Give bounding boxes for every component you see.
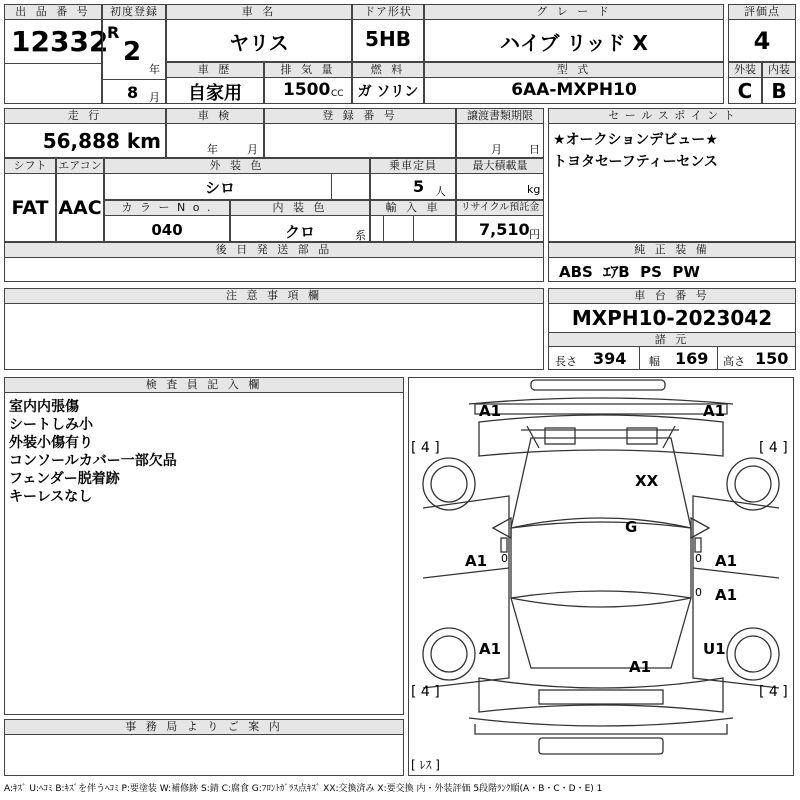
inspector-line-4: コンソールカバー一部欠品	[9, 453, 177, 469]
damage-mark-left-front-door: A1	[465, 552, 488, 570]
door-label: ドア形状	[353, 5, 423, 20]
inspection-month-unit: 月	[247, 143, 258, 156]
inspection-box	[166, 108, 264, 158]
damage-mark-right-rear-quarter: U1	[703, 640, 726, 658]
color-value: シロ	[204, 179, 235, 197]
equipment-value: ABS ｴｱB PS PW	[559, 263, 700, 281]
grade-value: ハイブ リッド X	[500, 31, 648, 55]
zero-mark-1: 0	[501, 552, 508, 565]
inspector-box	[4, 377, 404, 715]
fuel-box	[352, 62, 424, 104]
displacement-value: 1500	[283, 80, 331, 100]
damage-legend: A:ｷｽﾞ U:ﾍｺﾐ B:ｷｽﾞを伴うﾍｺﾐ P:要塗装 W:補修跡 S:錆 C:腐食 G:ﾌﾛﾝﾄｶﾞﾗｽ点ｷｽﾞ XX:交換済み X:要交換 内・外装評価 5段階ﾗﾝｸ順(A・B・C・D・E) 1	[4, 784, 603, 794]
displacement-label: 排 気 量	[265, 63, 351, 78]
zero-mark-3: 0	[695, 586, 702, 599]
car-name-box	[166, 4, 352, 62]
capacity-label: 乗車定員	[371, 159, 455, 174]
interior-label: 内装	[763, 63, 795, 78]
chassis-value: MXPH10-2023042	[571, 306, 773, 330]
tire-label-rear-right: [ 4 ]	[759, 684, 788, 700]
int-color-box	[230, 200, 370, 242]
tire-label-front-left: [ 4 ]	[411, 440, 440, 456]
year-unit: 年	[149, 63, 160, 76]
car-outline-drawing	[409, 378, 793, 775]
lot-number: 12332	[11, 25, 109, 58]
equipment-box	[548, 242, 796, 282]
import-label: 輸 入 車	[371, 201, 455, 216]
transfer-label: 譲渡書類期限	[457, 109, 543, 124]
int-color-value: クロ	[284, 223, 315, 241]
recycle-box	[456, 200, 544, 242]
inspector-line-1: 室内内張傷	[9, 399, 79, 415]
sales-point-2: トヨタセーフティーセンス	[553, 154, 718, 170]
shift-label: シフト	[5, 159, 55, 174]
interior-box	[762, 62, 796, 104]
height-value: 150	[755, 349, 789, 368]
int-color-unit: 系	[355, 229, 366, 242]
later-parts-box	[4, 242, 544, 282]
capacity-value: 5	[413, 177, 425, 196]
length-value: 394	[593, 349, 627, 368]
fuel-value: ガ ソリン	[357, 84, 419, 100]
registration-label: 登 録 番 号	[265, 109, 455, 124]
mileage-box	[4, 108, 166, 158]
spare-tire-label: [ ﾚｽ ]	[411, 758, 440, 772]
fuel-label: 燃 料	[353, 63, 423, 78]
month-value: 8	[127, 83, 139, 102]
lot-box	[4, 4, 109, 104]
displacement-unit: CC	[331, 89, 344, 99]
zero-mark-2: 0	[695, 552, 702, 565]
first-reg-label: 初度登録	[103, 5, 165, 20]
damage-mark-left-rear-quarter: A1	[479, 640, 502, 658]
history-value: 自家用	[188, 83, 242, 104]
car-damage-diagram	[408, 377, 794, 776]
inspector-line-2: シートしみ小	[9, 417, 93, 433]
lot-label: 出 品 番 号	[5, 5, 101, 20]
transfer-month-unit: 月	[491, 143, 502, 156]
aircon-value: AAC	[58, 197, 102, 219]
inspector-label: 検 査 員 記 入 欄	[5, 378, 403, 393]
exterior-label: 外装	[729, 63, 761, 78]
transfer-day-unit: 日	[529, 143, 540, 156]
aircon-label: エアコン	[58, 159, 102, 172]
load-label: 最大積載量	[457, 159, 543, 174]
damage-mark-front-left: A1	[479, 402, 502, 420]
history-box	[166, 62, 264, 104]
inspector-line-6: キーレスなし	[9, 489, 93, 505]
tire-label-front-right: [ 4 ]	[759, 440, 788, 456]
chassis-label: 車 台 番 号	[549, 289, 795, 304]
inspection-year-unit: 年	[207, 143, 218, 156]
dims-label: 諸 元	[549, 332, 795, 347]
score-value: 4	[753, 27, 771, 55]
era: R	[107, 23, 120, 42]
sales-point-1: ★オークションデビュー★	[553, 132, 718, 148]
width-label: 幅	[649, 355, 660, 368]
int-color-label: 内 装 色	[231, 201, 369, 216]
inspection-label: 車 検	[167, 109, 263, 124]
month-unit: 月	[149, 91, 160, 104]
damage-mark-windshield: G	[625, 518, 638, 536]
score-box	[728, 4, 796, 62]
history-label: 車 歴	[167, 63, 263, 78]
sales-points-box	[548, 108, 796, 242]
office-label: 事 務 局 よ り ご 案 内	[5, 720, 403, 735]
later-parts-label: 後 日 発 送 部 品	[5, 243, 543, 258]
notes-label: 注 意 事 項 欄	[5, 289, 543, 304]
displacement-box	[264, 62, 352, 104]
length-label: 長さ	[555, 355, 577, 368]
interior-value: B	[771, 79, 787, 103]
damage-mark-hood: XX	[635, 472, 659, 490]
height-label: 高さ	[723, 355, 745, 368]
tire-label-rear-left: [ 4 ]	[411, 684, 440, 700]
load-unit: kg	[527, 183, 541, 196]
door-box	[352, 4, 424, 62]
model-value: 6AA-MXPH10	[511, 80, 637, 100]
exterior-value: C	[737, 79, 753, 103]
shift-value: FAT	[11, 197, 49, 219]
import-box	[370, 200, 456, 242]
transfer-box	[456, 108, 544, 158]
color-box	[104, 158, 370, 200]
inspector-line-5: フェンダー脱着跡	[9, 471, 120, 487]
load-box	[456, 158, 544, 200]
inspector-line-3: 外装小傷有り	[9, 435, 93, 451]
aircon-box	[56, 158, 104, 242]
width-value: 169	[675, 349, 709, 368]
model-label: 型 式	[425, 63, 723, 78]
damage-mark-front-right: A1	[703, 402, 726, 420]
recycle-value: 7,510	[479, 220, 530, 239]
grade-label: グ レ ー ド	[425, 5, 723, 20]
chassis-box	[548, 288, 796, 370]
capacity-unit: 人	[435, 185, 446, 198]
exterior-box	[728, 62, 762, 104]
year-value: 2	[123, 37, 142, 67]
model-box	[424, 62, 724, 104]
recycle-label: リサイクル預託金	[457, 201, 543, 216]
colorno-label: カ ラ ー N o .	[105, 201, 229, 216]
colorno-box	[104, 200, 230, 242]
door-value: 5HB	[365, 27, 411, 51]
sales-label: セ ー ル ス ポ イ ン ト	[549, 109, 795, 124]
shift-box	[4, 158, 56, 242]
grade-box	[424, 4, 724, 62]
first-registration-box	[102, 4, 166, 104]
color-label: 外 装 色	[105, 159, 369, 174]
damage-mark-right-front-door: A1	[715, 552, 738, 570]
car-name: ヤリス	[229, 31, 289, 55]
score-label: 評価点	[729, 5, 795, 20]
registration-box	[264, 108, 456, 158]
mileage-label: 走 行	[5, 109, 165, 124]
car-name-label: 車 名	[167, 5, 351, 20]
damage-mark-right-rear-door: A1	[715, 586, 738, 604]
equipment-label: 純 正 装 備	[549, 243, 795, 258]
notes-box	[4, 288, 544, 370]
colorno-value: 040	[151, 221, 183, 239]
capacity-box	[370, 158, 456, 200]
office-box	[4, 719, 404, 776]
recycle-unit: 円	[529, 228, 540, 241]
damage-mark-rear: A1	[629, 658, 652, 676]
mileage-value: 56,888 km	[42, 129, 161, 153]
